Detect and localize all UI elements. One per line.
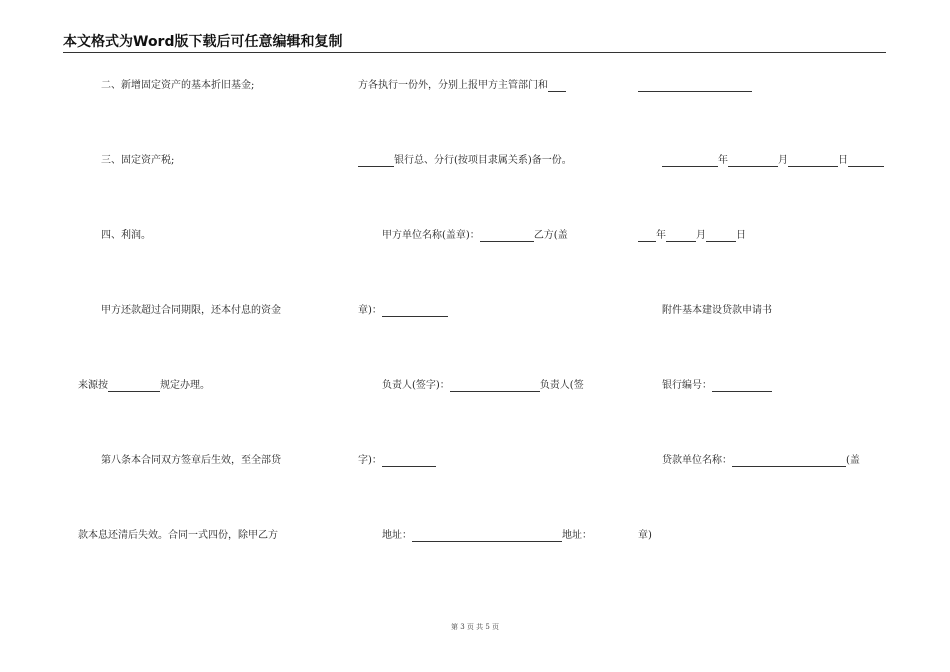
text-line: 方各执行一份外，分别上报甲方主管部门和	[358, 80, 566, 92]
text-line: 四、利润。	[101, 230, 151, 241]
fill-blank	[548, 80, 566, 92]
fill-blank	[666, 230, 696, 242]
fill-blank	[848, 155, 884, 167]
fill-blank	[728, 155, 778, 167]
text-line: 第八条本合同双方签章后生效，至全部贷	[101, 455, 281, 466]
text-line: 附件基本建设贷款申请书	[662, 305, 772, 316]
text-line: 三、固定资产税;	[101, 155, 175, 166]
fill-blank	[450, 380, 540, 392]
text-line: 地址： 地址：	[382, 530, 592, 541]
text-line: 负责人(签字)： 负责人(签	[382, 380, 584, 391]
fill-blank	[706, 230, 736, 242]
text-line: 章)：	[358, 305, 448, 317]
text-line	[638, 80, 752, 92]
fill-blank	[382, 305, 448, 317]
text-line: 章)	[638, 530, 652, 541]
date-line: 年 月 日	[662, 155, 884, 167]
fill-blank	[108, 380, 160, 392]
text-line: 银行总、分行(按项目隶属关系)备一份。	[358, 155, 572, 167]
page-number: 第 3 页 共 5 页	[450, 623, 500, 631]
text-line: 银行编号：	[662, 380, 772, 392]
fill-blank	[358, 155, 394, 167]
text-line: 款本息还清后失效。合同一式四份，除甲乙方	[78, 530, 278, 541]
text-line: 来源按 规定办理。	[78, 380, 210, 391]
text-line: 甲方单位名称(盖章)： 乙方(盖	[382, 230, 568, 241]
fill-blank	[480, 230, 534, 242]
fill-blank	[662, 155, 718, 167]
fill-blank	[412, 530, 562, 542]
document-header	[63, 34, 886, 53]
fill-blank	[638, 80, 752, 92]
text-line: 二、新增固定资产的基本折旧基金;	[101, 80, 255, 91]
fill-blank	[788, 155, 838, 167]
fill-blank	[638, 230, 656, 242]
fill-blank	[712, 380, 772, 392]
text-line: 贷款单位名称： (盖	[662, 455, 860, 466]
text-line: 字)：	[358, 455, 436, 467]
page-footer	[0, 622, 950, 632]
text-line: 甲方还款超过合同期限，还本付息的资金	[101, 305, 281, 316]
header-title: 本文格式为Word版下载后可任意编辑和复制	[63, 34, 343, 50]
date-line: 年 月 日	[638, 230, 746, 242]
fill-blank	[732, 455, 846, 467]
fill-blank	[382, 455, 436, 467]
